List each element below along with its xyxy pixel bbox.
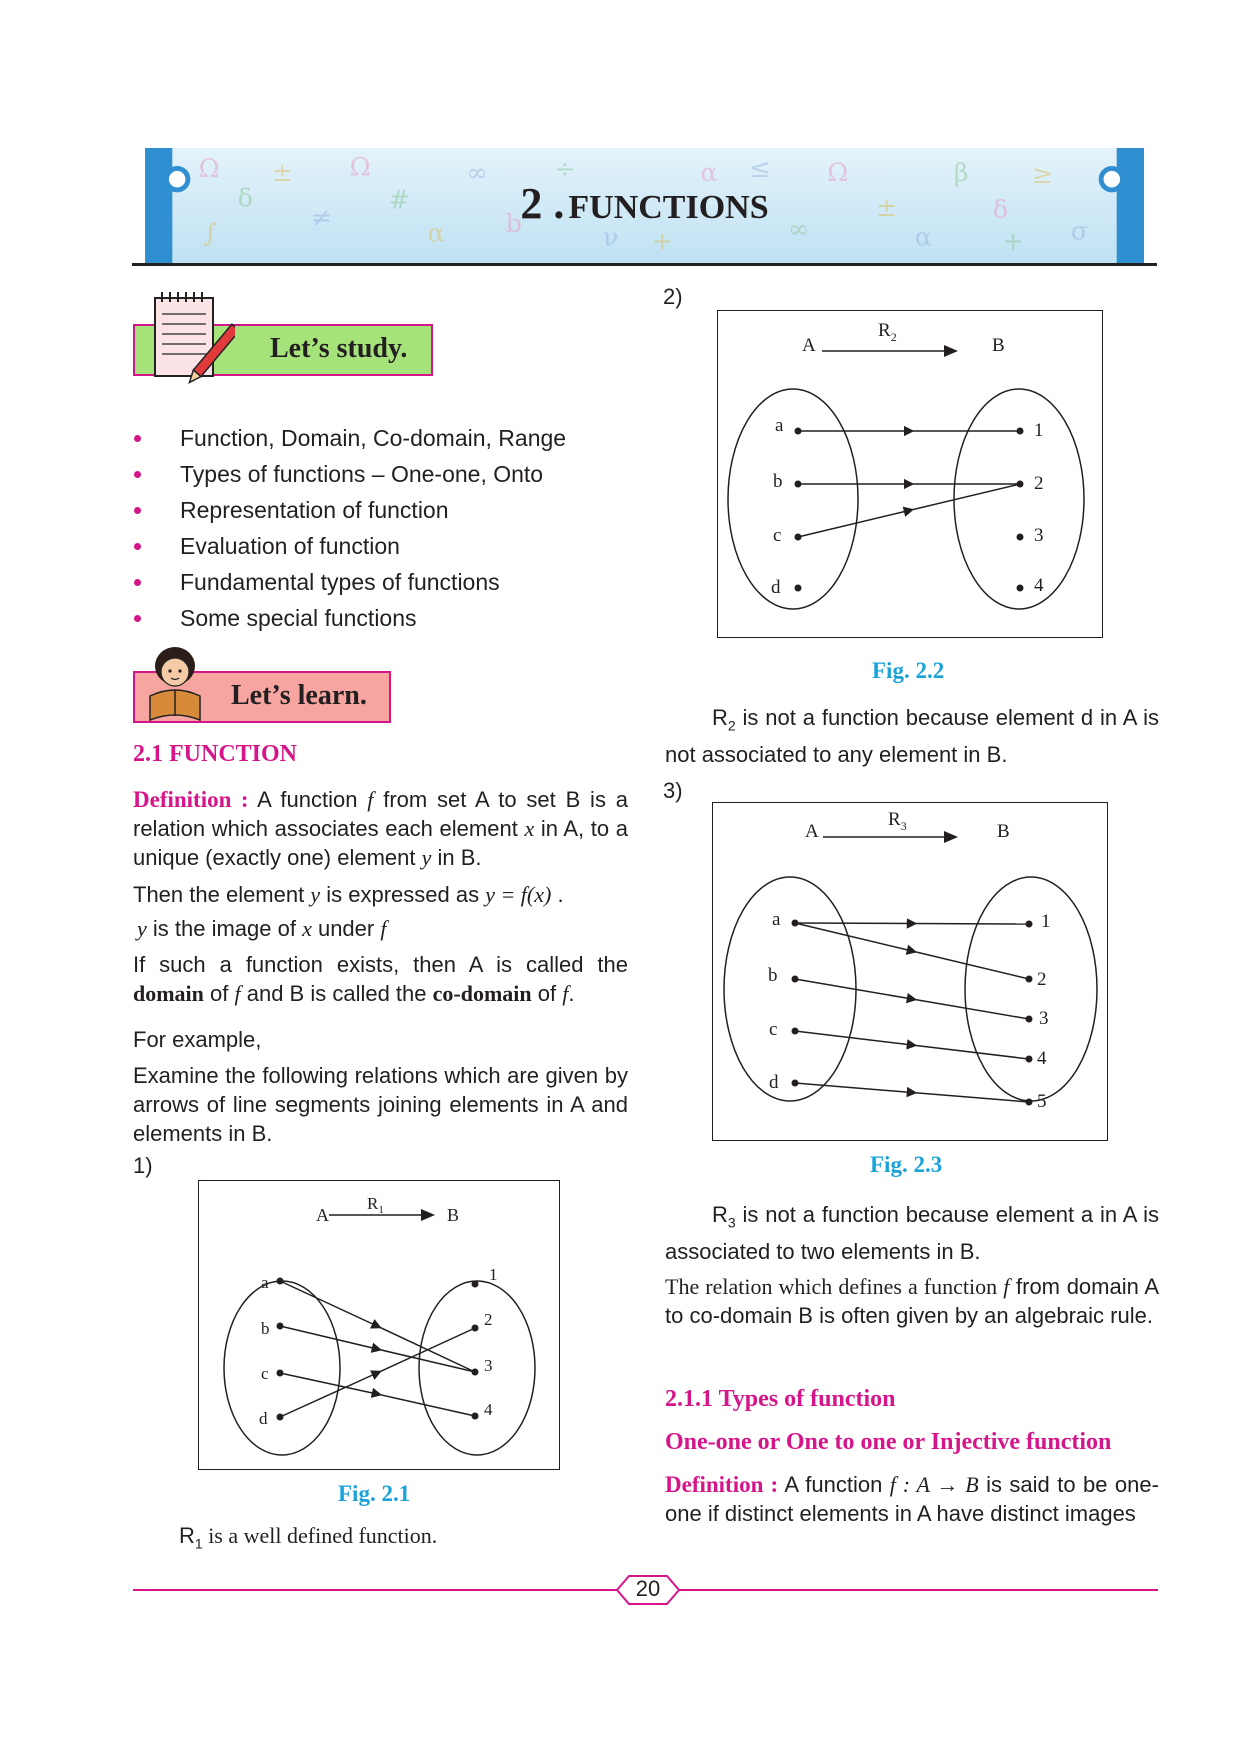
svg-text:Ω: Ω	[198, 153, 220, 184]
chapter-title	[132, 178, 1157, 229]
fig-2-1-caption: Fig. 2.1	[338, 1481, 411, 1506]
relation-name: R	[712, 1202, 728, 1227]
fig-2-2-note	[665, 703, 1159, 769]
element-4: 4	[1037, 1048, 1047, 1069]
element-4: 4	[484, 1400, 493, 1419]
element-3: 3	[1034, 525, 1044, 546]
element-c: c	[769, 1019, 778, 1040]
relation-label: $R_3$	[888, 809, 907, 833]
image-line	[137, 914, 632, 943]
svg-text:±: ±	[875, 192, 898, 223]
definition-label: Definition :	[133, 787, 249, 812]
svg-text:#: #	[388, 184, 410, 215]
relation-label: $R_2$	[878, 320, 897, 344]
element-4: 4	[1034, 575, 1044, 596]
text: A function	[778, 1472, 890, 1497]
fig-2-2-caption: Fig. 2.2	[872, 658, 945, 683]
element-5: 5	[1037, 1091, 1047, 1112]
math-formula: y = f(x)	[485, 882, 552, 907]
svg-text:δ: δ	[992, 194, 1009, 225]
math-formula: f : A → B	[889, 1472, 979, 1497]
element-a: a	[261, 1273, 269, 1292]
svg-text:α: α	[700, 157, 718, 188]
text: .	[551, 882, 564, 907]
set-b-label: B	[447, 1205, 460, 1225]
relation-label: $R_1$	[367, 1194, 384, 1216]
fig-2-3-note	[665, 1200, 1159, 1266]
fig3-number: 3)	[663, 778, 683, 803]
math-f: f	[367, 787, 374, 812]
figure-2-1	[198, 1180, 560, 1470]
figure-2-3	[712, 802, 1108, 1141]
term-codomain: co-domain	[432, 981, 532, 1006]
text: in A, to a unique (exactly one) element	[133, 816, 628, 870]
list-item: Representation of function	[133, 492, 613, 528]
relation-subscript: 3	[727, 1214, 736, 1231]
set-b-label: B	[992, 335, 1005, 356]
element-a: a	[775, 415, 784, 436]
element-2: 2	[1034, 473, 1044, 494]
text: and B is called the	[240, 981, 433, 1006]
math-y: y	[421, 845, 432, 870]
notepad-pencil-icon	[150, 288, 235, 398]
chapter-number: 2 .	[520, 179, 565, 228]
element-d: d	[259, 1409, 268, 1428]
svg-text:÷: ÷	[554, 153, 576, 184]
element-b: b	[773, 471, 783, 492]
text: The relation which defines a function	[665, 1274, 1004, 1299]
definition-label: Definition :	[665, 1472, 779, 1497]
svg-text:∞: ∞	[788, 213, 810, 244]
set-a-label: A	[805, 821, 819, 842]
relation-name: R	[712, 705, 728, 730]
for-example: For example,	[133, 1027, 262, 1052]
text: Then the element	[133, 882, 311, 907]
list-item: Function, Domain, Co-domain, Range	[133, 420, 613, 456]
relation-subscript: 2	[727, 717, 736, 734]
set-a-label: A	[802, 335, 816, 356]
text: is not a function because element d in A is not associated to any element in B.	[665, 705, 1159, 768]
lets-learn-label: Let’s learn.	[231, 680, 367, 711]
element-3: 3	[484, 1356, 493, 1375]
math-y: y	[137, 916, 147, 941]
element-d: d	[769, 1072, 779, 1093]
text: is the image of	[146, 916, 303, 941]
element-c: c	[261, 1364, 269, 1383]
study-list	[133, 420, 613, 636]
page-number: 20	[635, 1576, 661, 1601]
text: from domain A to co-domain B is often given by an algebraic rule.	[665, 1274, 1159, 1328]
set-a-ellipse	[728, 389, 858, 609]
relation-subscript: 1	[194, 1535, 203, 1552]
chapter-banner	[132, 148, 1157, 266]
arrow-head	[944, 831, 958, 843]
svg-text:∞: ∞	[466, 157, 488, 188]
element-a: a	[772, 909, 781, 930]
fig2-number: 2)	[663, 284, 683, 309]
fig-2-1-note	[179, 1521, 629, 1558]
math-x: x	[524, 816, 535, 841]
math-f: f	[380, 916, 387, 941]
svg-text:+: +	[651, 225, 674, 256]
svg-text:≥: ≥	[1031, 159, 1054, 190]
relation-name: R	[179, 1523, 195, 1548]
text: is expressed as	[320, 882, 486, 907]
list-item: Some special functions	[133, 600, 613, 636]
set-a-ellipse	[724, 877, 856, 1101]
text: .	[568, 981, 575, 1006]
text: is said to be one-one if distinct elements in A have distinct images	[665, 1472, 1159, 1526]
element-d: d	[771, 577, 781, 598]
svg-text:+: +	[1002, 225, 1024, 256]
svg-text:b: b	[505, 207, 522, 238]
text: If such a function exists, then A is called the	[133, 952, 628, 977]
examine-paragraph: Examine the following relations which are given by arrows of line segments joining elements in A and elements in B.	[133, 1063, 628, 1146]
term-domain: domain	[133, 981, 204, 1006]
element-3: 3	[1039, 1008, 1049, 1029]
element-1: 1	[489, 1265, 498, 1284]
arrow-head	[944, 345, 958, 357]
math-y: y	[310, 882, 321, 907]
subsection-heading: 2.1.1 Types of function	[665, 1386, 896, 1412]
list-item: Evaluation of function	[133, 528, 613, 564]
text: in B.	[431, 845, 482, 870]
set-b-label: B	[997, 821, 1010, 842]
set-b-ellipse	[419, 1281, 535, 1455]
math-f: f	[562, 981, 569, 1006]
svg-text:ν: ν	[603, 221, 619, 252]
text: of	[203, 981, 235, 1006]
element-1: 1	[1034, 420, 1044, 441]
element-c: c	[773, 525, 782, 546]
element-2: 2	[1037, 969, 1047, 990]
svg-text:∫: ∫	[203, 217, 217, 248]
section-heading: 2.1 FUNCTION	[133, 741, 298, 767]
domain-paragraph	[133, 950, 628, 1008]
svg-text:≠: ≠	[310, 201, 332, 232]
page-number-badge	[615, 1574, 681, 1606]
svg-text:±: ±	[271, 157, 293, 188]
text: is not a function because element a in A is associated to two elements in B.	[665, 1202, 1159, 1265]
definition-paragraph	[133, 785, 628, 872]
fig1-number: 1)	[133, 1153, 153, 1178]
text: of	[531, 981, 563, 1006]
list-item: Fundamental types of functions	[133, 564, 613, 600]
lets-study-label: Let’s study.	[270, 333, 408, 364]
svg-text:β: β	[953, 157, 969, 188]
definition-2-paragraph	[665, 1470, 1159, 1528]
relation-paragraph	[665, 1272, 1159, 1330]
set-b-ellipse	[954, 389, 1084, 609]
element-b: b	[768, 965, 778, 986]
fig-2-3-caption: Fig. 2.3	[870, 1152, 943, 1177]
injective-heading: One-one or One to one or Injective function	[665, 1429, 1112, 1455]
figure-2-2	[717, 310, 1103, 638]
svg-text:Ω: Ω	[349, 151, 371, 182]
list-item: Types of functions – One-one, Onto	[133, 456, 613, 492]
then-line	[133, 880, 628, 909]
set-b-ellipse	[965, 877, 1097, 1101]
text: from set A to set B is a relation which associates each element	[133, 787, 628, 841]
svg-text:σ: σ	[1070, 215, 1089, 246]
text: under	[311, 916, 381, 941]
math-f: f	[1003, 1274, 1010, 1299]
arrow-head	[421, 1209, 435, 1221]
svg-text:Ω: Ω	[827, 157, 849, 188]
set-a-label: A	[316, 1205, 329, 1225]
math-f: f	[234, 981, 241, 1006]
set-a-ellipse	[224, 1281, 340, 1455]
text: is a well defined function.	[202, 1523, 438, 1548]
svg-text:α: α	[427, 217, 445, 248]
element-2: 2	[484, 1310, 493, 1329]
girl-reading-icon	[138, 644, 212, 724]
svg-text:≤: ≤	[749, 153, 771, 184]
svg-text:α: α	[914, 221, 933, 252]
element-1: 1	[1041, 911, 1051, 932]
element-b: b	[261, 1319, 270, 1338]
svg-text:δ: δ	[237, 182, 253, 213]
math-x: x	[302, 916, 312, 941]
text: A function	[248, 787, 368, 812]
chapter-name: FUNCTIONS	[568, 189, 769, 226]
